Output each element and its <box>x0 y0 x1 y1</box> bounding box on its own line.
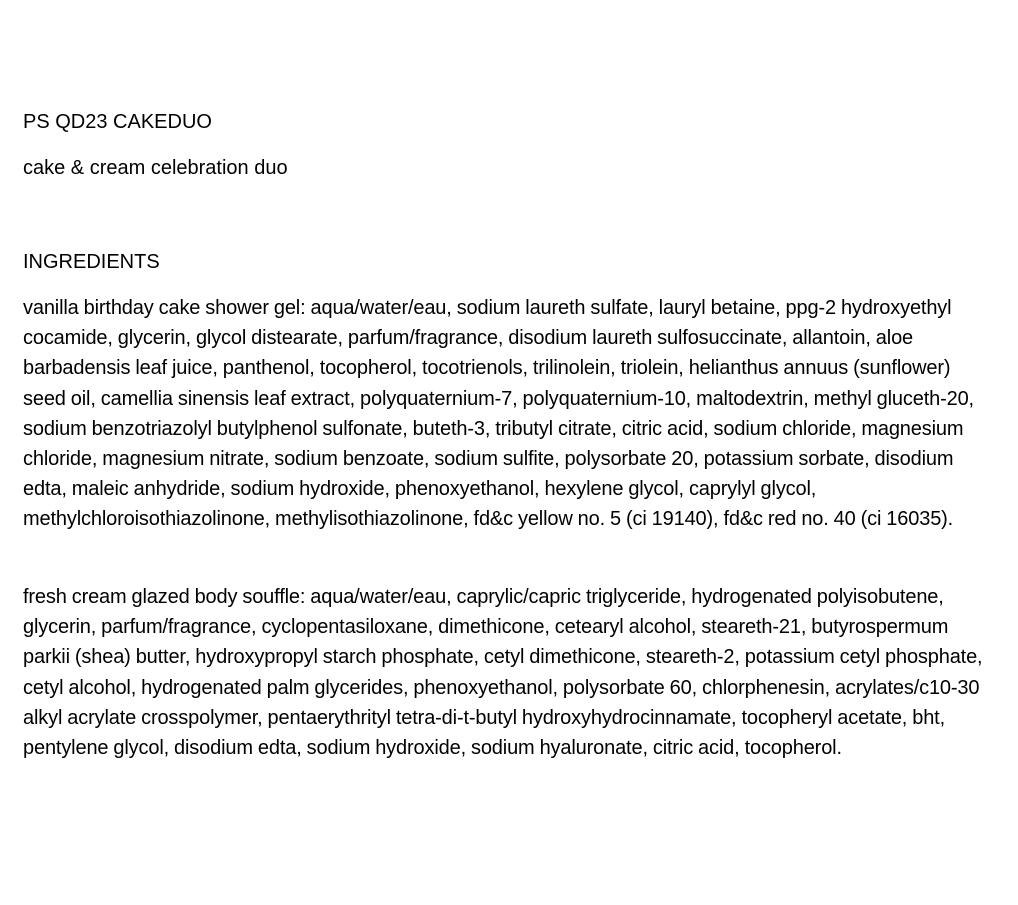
product-name: cake & cream celebration duo <box>23 157 288 179</box>
ingredient-list-body-souffle: fresh cream glazed body souffle: aqua/water/eau, caprylic/capric triglyceride, hydrogenated polyisobutene, glycerin, parfum/fragrance, cyclopentasiloxane, dimethicone, cetearyl alcohol, steareth-21, butyrospermum parkii (shea) butter, hydroxypropyl starch phosphate, cetyl dimethicone, steareth-2, potassium cetyl phosphate, cetyl alcohol, hydrogenated palm glycerides, phenoxyethanol, polysorbate 60, chlorphenesin, acrylates/c10-30 alkyl acrylate crosspolymer, pentaerythrityl tetra-di-t-butyl hydroxyhydrocinnamate, tocopheryl acetate, bht, pentylene glycol, disodium edta, sodium hydroxide, sodium hyaluronate, citric acid, tocopherol. <box>23 586 983 760</box>
ingredients-heading: INGREDIENTS <box>23 251 160 273</box>
ingredient-list-shower-gel: vanilla birthday cake shower gel: aqua/water/eau, sodium laureth sulfate, lauryl betaine, ppg-2 hydroxyethyl cocamide, glycerin, glycol distearate, parfum/fragrance, disodium laureth sulfosuccinate, allantoin, aloe barbadensis leaf juice, panthenol, tocopherol, tocotrienols, trilinolein, triolein, helianthus annuus (sunflower) seed oil, camellia sinensis leaf extract, polyquaternium-7, polyquaternium-10, maltodextrin, methyl gluceth-20, sodium benzotriazolyl butylphenol sulfonate, buteth-3, tributyl citrate, citric acid, sodium chloride, magnesium chloride, magnesium nitrate, sodium benzoate, sodium sulfite, polysorbate 20, potassium sorbate, disodium edta, maleic anhydride, sodium hydroxide, phenoxyethanol, hexylene glycol, caprylyl glycol, methylchloroisothiazolinone, methylisothiazolinone, fd&c yellow no. 5 (ci 19140), fd&c red no. 40 (ci 16035). <box>23 297 974 531</box>
product-code: PS QD23 CAKEDUO <box>23 111 212 133</box>
